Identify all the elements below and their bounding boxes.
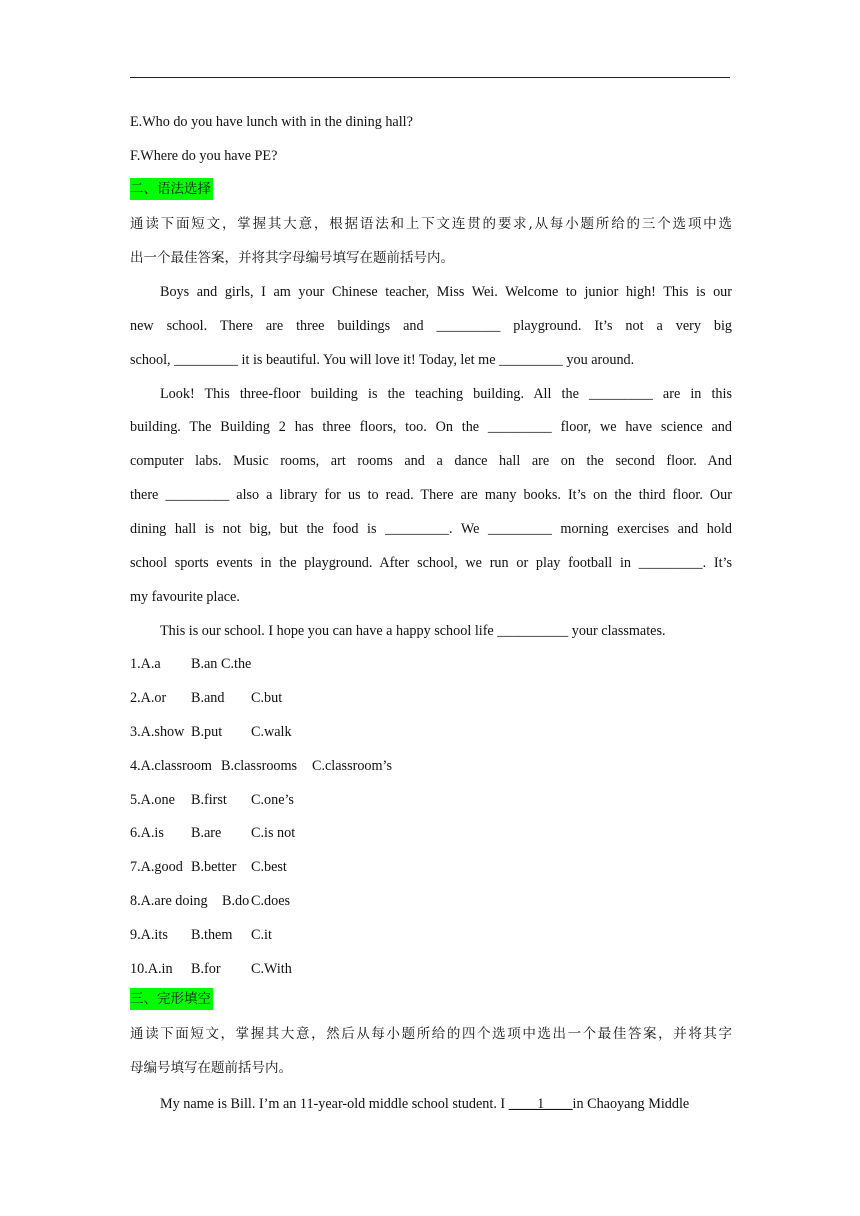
question-3-option-b: B.put bbox=[191, 724, 223, 740]
question-4-option-a: 4.A.classroom bbox=[130, 758, 212, 774]
question-7-option-a: 7.A.good bbox=[130, 859, 183, 875]
question-10-option-c: C.With bbox=[251, 961, 292, 977]
question-7-option-b: B.better bbox=[191, 859, 237, 875]
question-2-option-b: B.and bbox=[191, 690, 225, 706]
question-9-option-c: C.it bbox=[251, 927, 272, 943]
question-3-option-a: 3.A.show bbox=[130, 724, 185, 740]
section-title-cloze: 三、完形填空 bbox=[130, 988, 213, 1010]
instruction-line: 母编号填写在题前括号内。 bbox=[130, 1060, 292, 1076]
passage-line: new school. There are three buildings and _________ playground. It’s not a very big bbox=[130, 318, 732, 334]
passage-line: computer labs. Music rooms, art rooms and a dance hall are on the second floor. And bbox=[130, 453, 732, 469]
question-9-option-a: 9.A.its bbox=[130, 927, 168, 943]
question-2-option-a: 2.A.or bbox=[130, 690, 167, 706]
passage-line: dining hall is not big, but the food is _________. We _________ morning exercises and hold bbox=[130, 521, 732, 537]
passage-line: school sports events in the playground. After school, we run or play football in _________. It’s bbox=[130, 555, 732, 571]
passage-line: Look! This three-floor building is the teaching building. All the _________ are in this bbox=[160, 386, 732, 402]
option-f: F.Where do you have PE? bbox=[130, 148, 278, 164]
passage-line bbox=[160, 1094, 732, 1114]
passage-line: school, _________ it is beautiful. You will love it! Today, let me _________ you around. bbox=[130, 352, 635, 368]
question-7-option-c: C.best bbox=[251, 859, 287, 875]
passage-line: Boys and girls, I am your Chinese teacher, Miss Wei. Welcome to junior high! This is our bbox=[160, 284, 732, 300]
question-6-option-a: 6.A.is bbox=[130, 825, 164, 841]
passage-line: building. The Building 2 has three floors, too. On the _________ floor, we have science and bbox=[130, 419, 732, 435]
passage-line: there _________ also a library for us to read. There are many books. It’s on the third floor. Our bbox=[130, 487, 732, 503]
instruction-line: 通读下面短文，掌握其大意，然后从每小题所给的四个选项中选出一个最佳答案，并将其字 bbox=[130, 1026, 732, 1042]
question-10-option-a: 10.A.in bbox=[130, 961, 173, 977]
question-6-option-b: B.are bbox=[191, 825, 222, 841]
blank-1: ____1____ bbox=[508, 1096, 573, 1112]
passage-line: my favourite place. bbox=[130, 589, 240, 605]
question-3-option-c: C.walk bbox=[251, 724, 292, 740]
question-6-option-c: C.is not bbox=[251, 825, 296, 841]
question-1-option-c: C.the bbox=[221, 656, 252, 672]
question-10-option-b: B.for bbox=[191, 961, 221, 977]
section-title-grammar: 二、语法选择 bbox=[130, 178, 213, 200]
question-1-option-b: B.an bbox=[191, 656, 218, 672]
instruction-line: 通读下面短文，掌握其大意，根据语法和上下文连贯的要求,从每小题所给的三个选项中选 bbox=[130, 216, 732, 232]
question-8-option-a: 8.A.are doing bbox=[130, 893, 208, 909]
question-5-option-b: B.first bbox=[191, 792, 227, 808]
question-4-option-b: B.classrooms bbox=[221, 758, 298, 774]
passage-text: in Chaoyang Middle bbox=[572, 1096, 690, 1112]
question-5-option-c: C.one’s bbox=[251, 792, 294, 808]
header-rule bbox=[130, 77, 730, 78]
instruction-line: 出一个最佳答案，并将其字母编号填写在题前括号内。 bbox=[130, 250, 454, 266]
question-5-option-a: 5.A.one bbox=[130, 792, 175, 808]
question-1-option-a: 1.A.a bbox=[130, 656, 161, 672]
option-e: E.Who do you have lunch with in the dining hall? bbox=[130, 114, 413, 130]
question-4-option-c: C.classroom’s bbox=[312, 758, 392, 774]
passage-text: My name is Bill. I’m an 11-year-old middle school student. I bbox=[160, 1096, 509, 1112]
question-9-option-b: B.them bbox=[191, 927, 233, 943]
question-8-option-c: C.does bbox=[251, 893, 291, 909]
question-2-option-c: C.but bbox=[251, 690, 283, 706]
passage-line: This is our school. I hope you can have a happy school life __________ your classmates. bbox=[160, 623, 666, 639]
question-8-option-b: B.do bbox=[222, 893, 250, 909]
